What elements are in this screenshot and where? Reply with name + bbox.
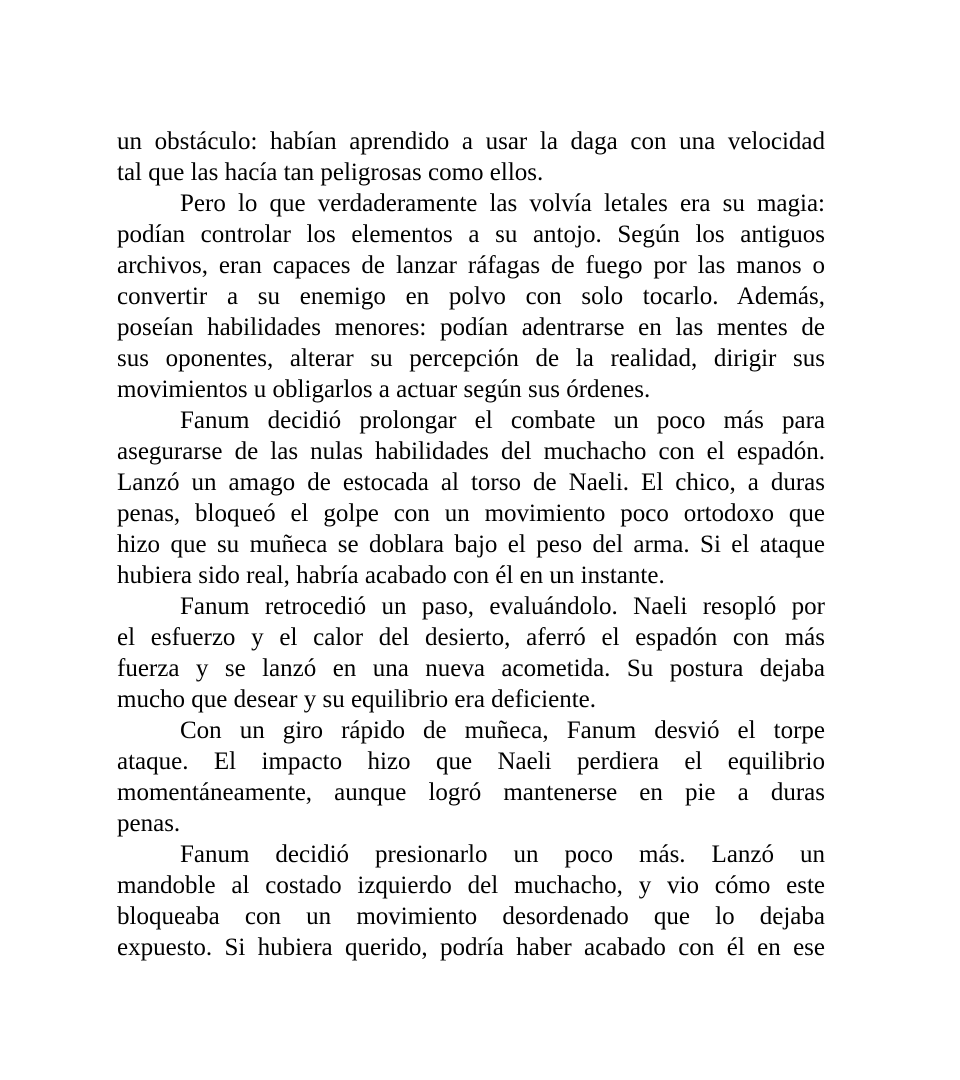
text-line: el esfuerzo y el calor del desierto, aferró el espadón con más bbox=[117, 624, 825, 651]
paragraph bbox=[117, 188, 825, 405]
text-line: momentáneamente, aunque logró mantenerse en pie a duras bbox=[117, 779, 825, 806]
text-line: fuerza y se lanzó en una nueva acometida. Su postura dejaba bbox=[117, 655, 825, 682]
text-line: hizo que su muñeca se doblara bajo el peso del arma. Si el ataque bbox=[117, 531, 825, 558]
text-line: Fanum retrocedió un paso, evaluándolo. Naeli resopló por bbox=[180, 593, 825, 620]
text-line: Con un giro rápido de muñeca, Fanum desvió el torpe bbox=[180, 717, 825, 744]
text-line: bloqueaba con un movimiento desordenado que lo dejaba bbox=[117, 903, 825, 930]
text-line: penas. bbox=[117, 810, 181, 837]
text-line: hubiera sido real, habría acabado con él en un instante. bbox=[117, 562, 665, 589]
text-line: Fanum decidió prolongar el combate un poco más para bbox=[180, 407, 825, 434]
text-line: mucho que desear y su equilibrio era deficiente. bbox=[117, 686, 596, 713]
text-line: movimientos u obligarlos a actuar según sus órdenes. bbox=[117, 376, 651, 403]
paragraph bbox=[117, 591, 825, 715]
text-line: mandoble al costado izquierdo del muchacho, y vio cómo este bbox=[117, 872, 825, 899]
paragraph bbox=[117, 405, 825, 591]
text-line: expuesto. Si hubiera querido, podría haber acabado con él en ese bbox=[117, 934, 825, 961]
text-line: ataque. El impacto hizo que Naeli perdiera el equilibrio bbox=[117, 748, 825, 775]
text-line: un obstáculo: habían aprendido a usar la daga con una velocidad bbox=[117, 128, 825, 155]
text-line: asegurarse de las nulas habilidades del muchacho con el espadón. bbox=[117, 438, 825, 465]
text-line: sus oponentes, alterar su percepción de la realidad, dirigir sus bbox=[117, 345, 825, 372]
text-line: tal que las hacía tan peligrosas como ellos. bbox=[117, 159, 544, 186]
text-line: convertir a su enemigo en polvo con solo tocarlo. Además, bbox=[117, 283, 825, 310]
text-line: poseían habilidades menores: podían adentrarse en las mentes de bbox=[117, 314, 825, 341]
paragraph bbox=[117, 715, 825, 839]
text-line: Lanzó un amago de estocada al torso de Naeli. El chico, a duras bbox=[117, 469, 825, 496]
text-line: Pero lo que verdaderamente las volvía letales era su magia: bbox=[180, 190, 825, 217]
paragraph bbox=[117, 839, 825, 963]
text-line: penas, bloqueó el golpe con un movimiento poco ortodoxo que bbox=[117, 500, 825, 527]
text-line: archivos, eran capaces de lanzar ráfagas de fuego por las manos o bbox=[117, 252, 825, 279]
text-line: Fanum decidió presionarlo un poco más. Lanzó un bbox=[180, 841, 825, 868]
paragraph bbox=[117, 126, 825, 188]
book-page bbox=[117, 126, 825, 963]
text-line: podían controlar los elementos a su antojo. Según los antiguos bbox=[117, 221, 825, 248]
